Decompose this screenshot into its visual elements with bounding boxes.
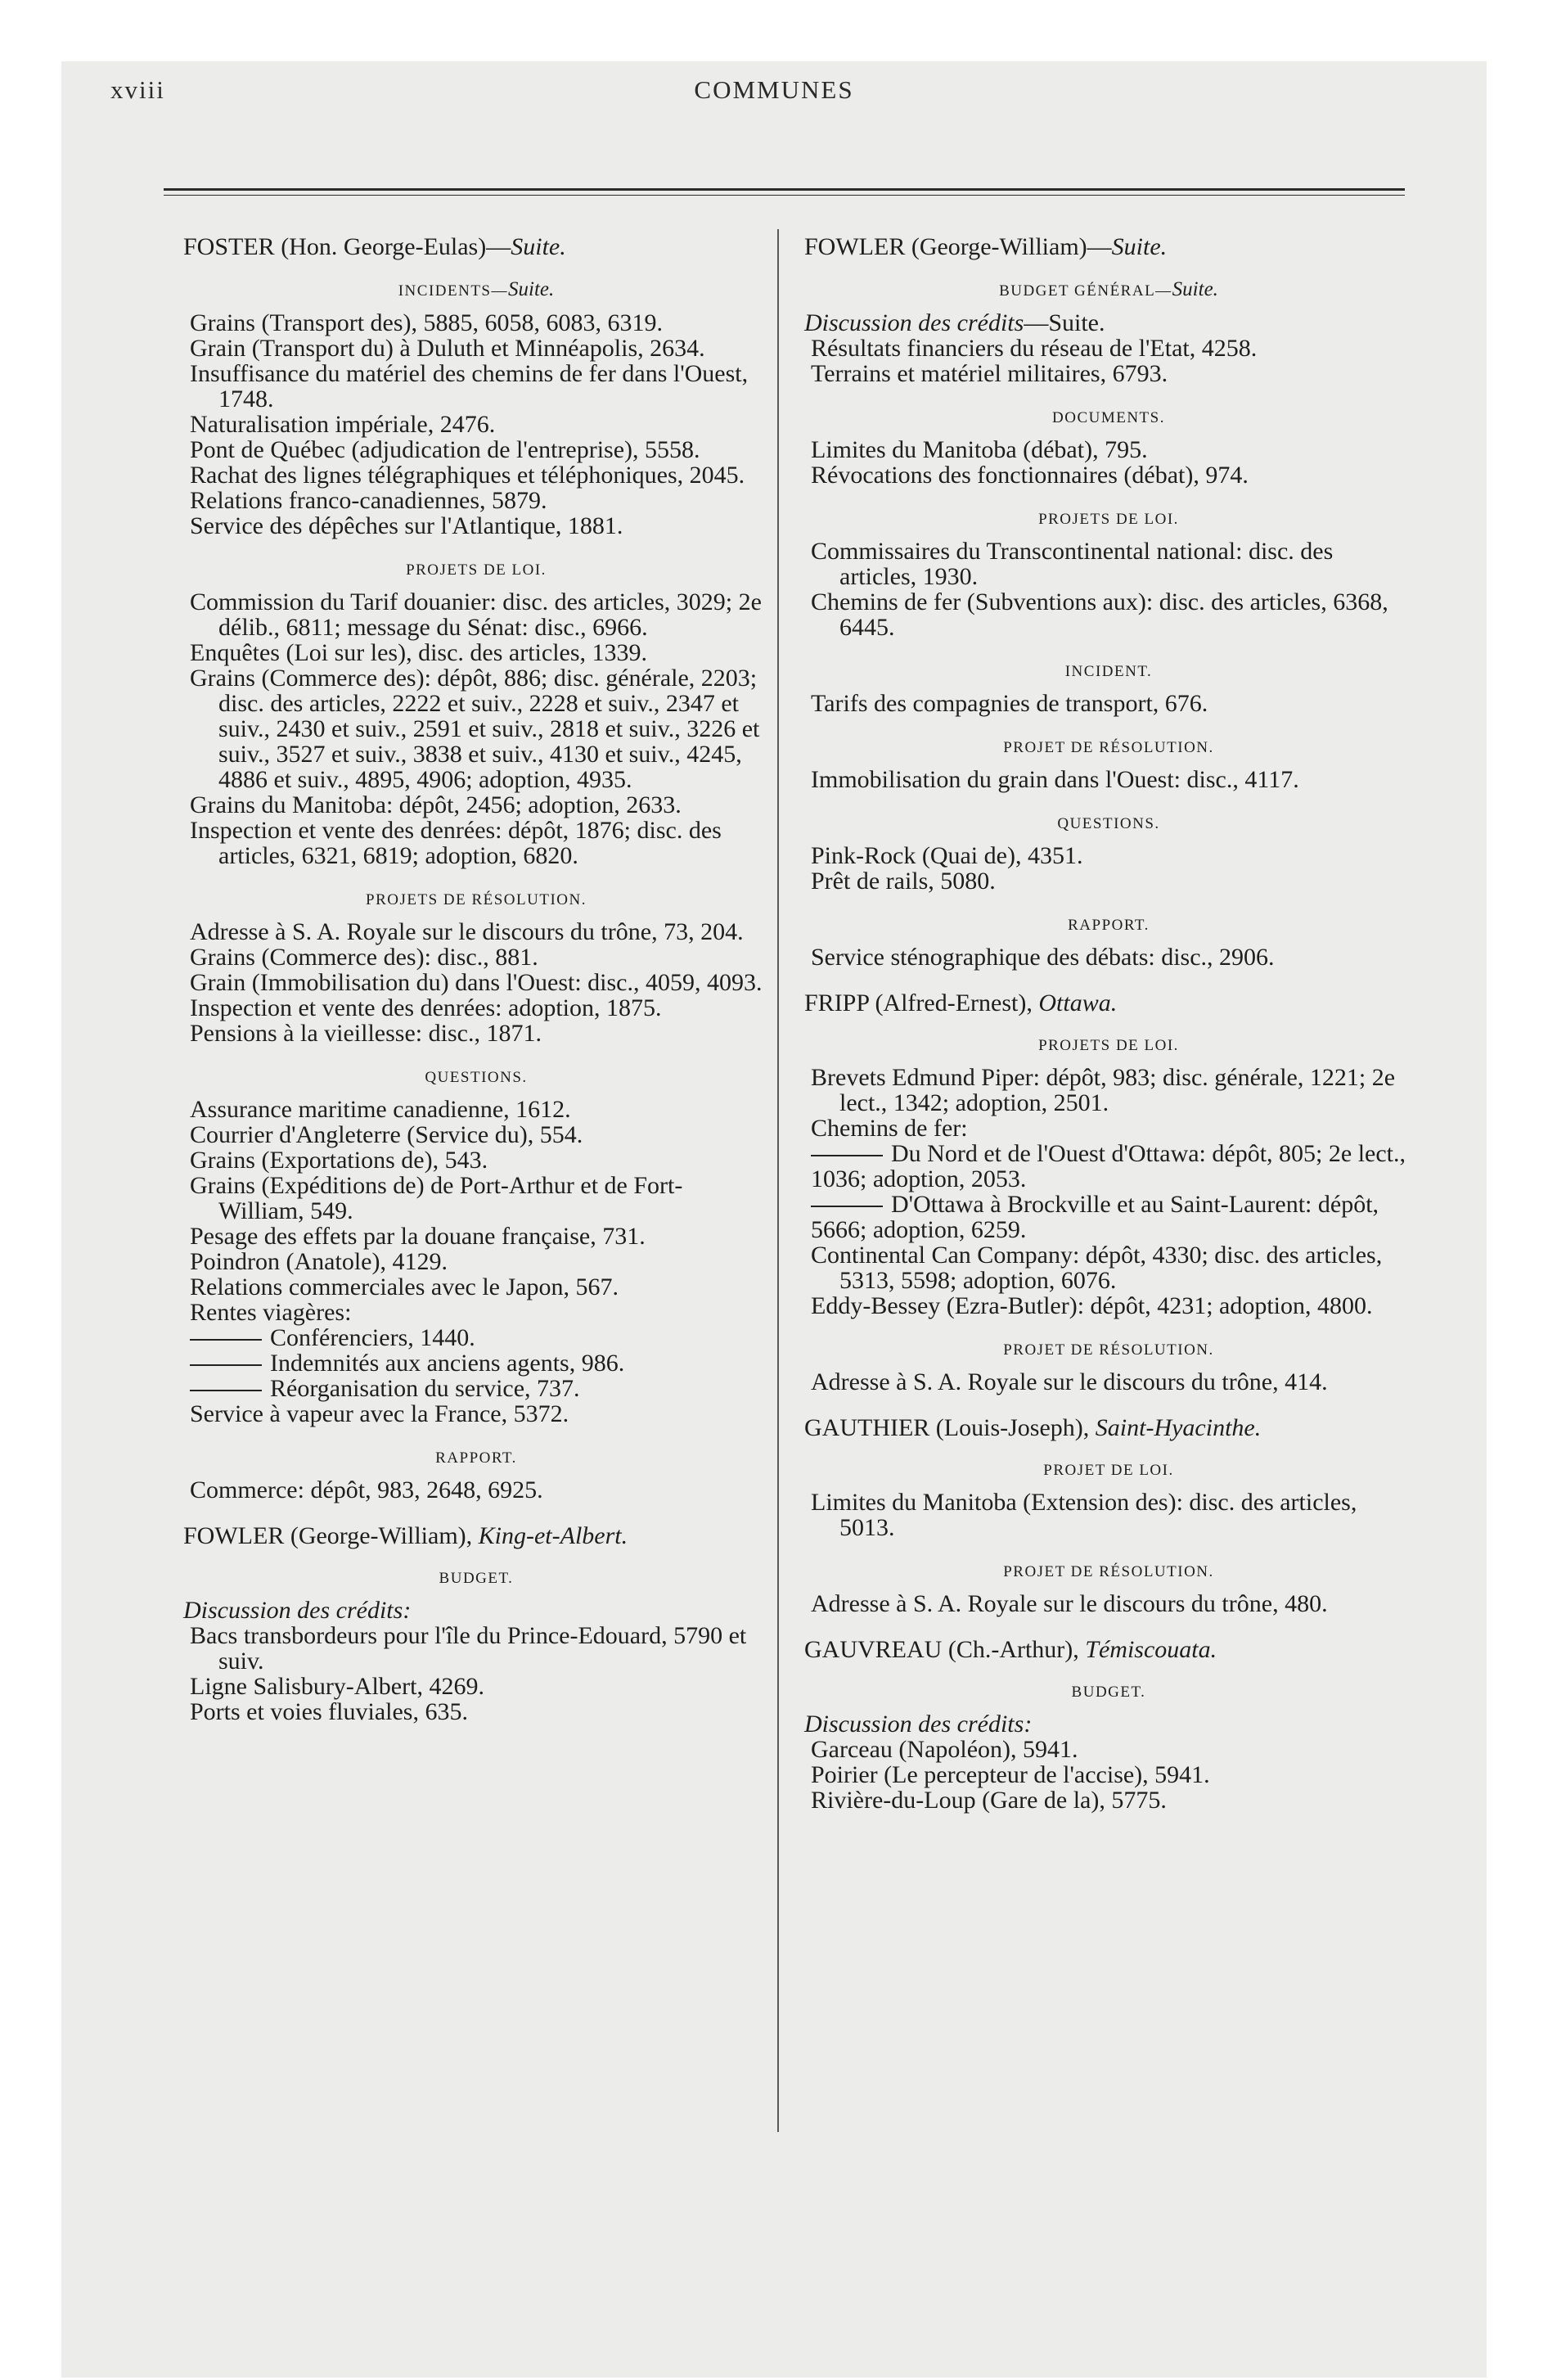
page-number: xviii bbox=[110, 75, 165, 104]
section-heading-text: PROJETS DE LOI. bbox=[1038, 511, 1179, 528]
member-name-text: FOWLER (George-William)— bbox=[804, 233, 1112, 260]
entry-text: Conférenciers, 1440. bbox=[270, 1324, 475, 1351]
section-heading bbox=[811, 279, 1406, 302]
index-entry bbox=[811, 1787, 1406, 1813]
section-heading bbox=[811, 661, 1406, 683]
entry-gap bbox=[190, 1503, 763, 1522]
index-entry bbox=[190, 310, 763, 336]
entry-gap bbox=[811, 970, 1406, 989]
section-heading-text: RAPPORT. bbox=[1068, 917, 1150, 934]
entry-text: Continental Can Company: dépôt, 4330; disc. des articles, 5313, 5598; adoption, 6076. bbox=[811, 1242, 1383, 1294]
discussion-heading-text: Discussion des crédits bbox=[804, 309, 1024, 336]
index-entry bbox=[190, 1699, 763, 1724]
index-entry bbox=[190, 1274, 763, 1300]
entry-text: Du Nord et de l'Ouest d'Ottawa: dépôt, 805; 2e lect., 1036; adoption, 2053. bbox=[811, 1140, 1406, 1192]
entry-text: Grains (Commerce des): disc., 881. bbox=[190, 944, 538, 971]
entry-text: Inspection et vente des denrées: dépôt, 1876; disc. des articles, 6321, 6819; adoption, 6820. bbox=[190, 817, 722, 869]
index-entry bbox=[811, 843, 1406, 868]
index-entry bbox=[190, 437, 763, 462]
index-entry bbox=[811, 1762, 1406, 1787]
index-entry bbox=[190, 818, 763, 868]
member-name-text: GAUTHIER (Louis-Joseph), bbox=[804, 1414, 1096, 1441]
section-heading bbox=[190, 1067, 763, 1089]
member-name bbox=[183, 1522, 763, 1550]
index-entry bbox=[811, 1065, 1406, 1116]
entry-text: Relations commerciales avec le Japon, 567. bbox=[190, 1273, 619, 1300]
entry-text: Bacs transbordeurs pour l'île du Prince-Edouard, 5790 et suiv. bbox=[190, 1622, 747, 1675]
section-heading-text: INCIDENTS— bbox=[398, 282, 509, 300]
entry-text: Pesage des effets par la douane française, 731. bbox=[190, 1223, 646, 1250]
index-entry bbox=[811, 691, 1406, 716]
entry-text: Limites du Manitoba (Extension des): disc. des articles, 5013. bbox=[811, 1489, 1357, 1541]
index-entry bbox=[811, 1369, 1406, 1395]
entry-text: Service à vapeur avec la France, 5372. bbox=[190, 1400, 569, 1427]
section-heading-text: RAPPORT. bbox=[435, 1449, 517, 1467]
index-entry bbox=[190, 1097, 763, 1122]
index-entry bbox=[190, 1623, 763, 1674]
dash-entry bbox=[811, 1192, 1406, 1242]
section-heading bbox=[190, 890, 763, 911]
member-riding: Saint-Hyacinthe. bbox=[1095, 1414, 1262, 1441]
section-heading bbox=[811, 1340, 1406, 1361]
section-heading-text: PROJETS DE LOI. bbox=[406, 561, 547, 579]
section-heading-text: PROJET DE LOI. bbox=[1043, 1462, 1174, 1479]
section-heading bbox=[190, 1448, 763, 1469]
index-entry bbox=[811, 539, 1406, 589]
index-entry bbox=[190, 995, 763, 1021]
ditto-dash bbox=[190, 1339, 262, 1341]
member-name bbox=[804, 1414, 1406, 1442]
dash-entry bbox=[811, 1141, 1406, 1192]
entry-text: Limites du Manitoba (débat), 795. bbox=[811, 436, 1148, 463]
entry-text: Grain (Immobilisation du) dans l'Ouest: disc., 4059, 4093. bbox=[190, 969, 763, 996]
section-heading bbox=[811, 915, 1406, 936]
index-entry bbox=[811, 361, 1406, 386]
section-heading bbox=[811, 1562, 1406, 1583]
index-entry bbox=[190, 1477, 763, 1503]
entry-text: Tarifs des compagnies de transport, 676. bbox=[811, 690, 1208, 717]
discussion-heading-text: Discussion des crédits: bbox=[183, 1597, 412, 1624]
index-entry bbox=[190, 412, 763, 437]
entry-text: Immobilisation du grain dans l'Ouest: disc., 4117. bbox=[811, 766, 1299, 793]
entry-text: Ports et voies fluviales, 635. bbox=[190, 1698, 468, 1725]
section-heading-text: DOCUMENTS. bbox=[1052, 409, 1165, 426]
index-entry bbox=[190, 1173, 763, 1224]
section-heading bbox=[811, 1035, 1406, 1057]
section-heading bbox=[811, 814, 1406, 835]
member-name-text: FRIPP (Alfred-Ernest), bbox=[804, 989, 1039, 1016]
entry-text: Réorganisation du service, 737. bbox=[270, 1375, 580, 1402]
entry-text: Rivière-du-Loup (Gare de la), 5775. bbox=[811, 1787, 1167, 1814]
index-entry bbox=[190, 1147, 763, 1173]
member-riding: Suite. bbox=[1111, 233, 1168, 260]
entry-text: Inspection et vente des denrées: adoption, 1875. bbox=[190, 994, 662, 1021]
left-column bbox=[183, 233, 763, 1725]
entry-text: Poirier (Le percepteur de l'accise), 5941. bbox=[811, 1761, 1210, 1788]
index-entry bbox=[190, 1249, 763, 1274]
section-heading bbox=[190, 1568, 763, 1589]
section-heading-suite: Suite. bbox=[508, 278, 555, 300]
entry-text: Pont de Québec (adjudication de l'entreprise), 5558. bbox=[190, 436, 700, 463]
index-entry bbox=[190, 361, 763, 412]
section-heading-text: QUESTIONS. bbox=[1057, 815, 1160, 832]
index-entry bbox=[190, 665, 763, 792]
member-riding: Ottawa. bbox=[1038, 989, 1118, 1016]
section-heading-text: PROJETS DE RÉSOLUTION. bbox=[366, 891, 587, 908]
page-title: COMMUNES bbox=[694, 75, 854, 104]
member-riding: King-et-Albert. bbox=[478, 1522, 628, 1549]
member-name bbox=[804, 233, 1406, 261]
entry-text: Insuffisance du matériel des chemins de fer dans l'Ouest, 1748. bbox=[190, 360, 749, 412]
section-heading-text: BUDGET. bbox=[439, 1570, 514, 1587]
section-heading-text: BUDGET GÉNÉRAL— bbox=[999, 282, 1172, 300]
discussion-heading-suite: —Suite. bbox=[1024, 309, 1105, 336]
ditto-dash bbox=[190, 1364, 262, 1366]
entry-text: Commission du Tarif douanier: disc. des articles, 3029; 2e délib., 6811; message du Sénat: disc., 6966. bbox=[190, 588, 762, 641]
discussion-heading bbox=[804, 310, 1406, 336]
entry-text: Chemins de fer: bbox=[811, 1115, 968, 1142]
index-entry bbox=[190, 488, 763, 513]
entry-text: Rentes viagères: bbox=[190, 1299, 352, 1326]
column-divider bbox=[777, 229, 779, 2132]
entry-text: Poindron (Anatole), 4129. bbox=[190, 1248, 448, 1275]
section-heading-text: QUESTIONS. bbox=[425, 1069, 528, 1086]
entry-text: Rachat des lignes télégraphiques et téléphoniques, 2045. bbox=[190, 462, 745, 489]
index-entry bbox=[811, 462, 1406, 488]
index-entry bbox=[190, 513, 763, 539]
index-entry bbox=[190, 1224, 763, 1249]
entry-text: Adresse à S. A. Royale sur le discours du trône, 414. bbox=[811, 1368, 1328, 1395]
discussion-heading bbox=[804, 1711, 1406, 1737]
entry-text: Service sténographique des débats: disc., 2906. bbox=[811, 944, 1275, 971]
index-entry bbox=[190, 944, 763, 970]
header-rule-thin bbox=[164, 195, 1405, 196]
index-entry bbox=[811, 1293, 1406, 1318]
entry-text: Chemins de fer (Subventions aux): disc. des articles, 6368, 6445. bbox=[811, 588, 1388, 641]
index-entry bbox=[190, 1300, 763, 1325]
entry-text: Résultats financiers du réseau de l'Etat, 4258. bbox=[811, 335, 1258, 362]
section-heading bbox=[190, 279, 763, 302]
index-entry bbox=[190, 336, 763, 361]
index-entry bbox=[811, 1116, 1406, 1141]
index-entry bbox=[811, 336, 1406, 361]
entry-text: Relations franco-canadiennes, 5879. bbox=[190, 487, 547, 514]
index-entry bbox=[190, 640, 763, 665]
discussion-heading-text: Discussion des crédits: bbox=[804, 1711, 1033, 1738]
member-name bbox=[804, 1636, 1406, 1664]
section-heading bbox=[811, 509, 1406, 530]
entry-text: Indemnités aux anciens agents, 986. bbox=[270, 1350, 625, 1377]
index-entry bbox=[811, 1490, 1406, 1540]
section-heading-suite: Suite. bbox=[1172, 278, 1218, 300]
index-entry bbox=[811, 1737, 1406, 1762]
index-entry bbox=[811, 868, 1406, 894]
section-heading bbox=[811, 737, 1406, 759]
entry-text: Adresse à S. A. Royale sur le discours du trône, 480. bbox=[811, 1590, 1328, 1617]
entry-text: Commerce: dépôt, 983, 2648, 6925. bbox=[190, 1476, 543, 1503]
entry-text: Brevets Edmund Piper: dépôt, 983; disc. générale, 1221; 2e lect., 1342; adoption, 2501. bbox=[811, 1064, 1396, 1116]
member-name-text: GAUVREAU (Ch.-Arthur), bbox=[804, 1636, 1086, 1663]
section-heading-text: PROJETS DE LOI. bbox=[1038, 1037, 1179, 1054]
member-name bbox=[183, 233, 763, 261]
member-riding: Suite. bbox=[511, 233, 566, 260]
entry-text: Révocations des fonctionnaires (débat), 974. bbox=[811, 462, 1249, 489]
entry-gap bbox=[811, 1616, 1406, 1636]
header-rule-thick bbox=[164, 188, 1405, 191]
entry-text: Adresse à S. A. Royale sur le discours du trône, 73, 204. bbox=[190, 918, 744, 945]
entry-text: Pink-Rock (Quai de), 4351. bbox=[811, 842, 1083, 869]
entry-text: D'Ottawa à Brockville et au Saint-Laurent: dépôt, 5666; adoption, 6259. bbox=[811, 1191, 1379, 1243]
index-entry bbox=[190, 1401, 763, 1427]
entry-text: Ligne Salisbury-Albert, 4269. bbox=[190, 1673, 484, 1700]
section-heading bbox=[811, 1460, 1406, 1481]
index-entry bbox=[190, 462, 763, 488]
index-entry bbox=[811, 589, 1406, 640]
entry-text: Enquêtes (Loi sur les), disc. des articles, 1339. bbox=[190, 639, 648, 666]
entry-text: Terrains et matériel militaires, 6793. bbox=[811, 360, 1168, 387]
section-heading bbox=[811, 408, 1406, 429]
dash-entry bbox=[190, 1325, 763, 1350]
member-name-text: FOSTER (Hon. George-Eulas)— bbox=[183, 233, 511, 260]
entry-text: Commissaires du Transcontinental national: disc. des articles, 1930. bbox=[811, 538, 1334, 590]
index-entry bbox=[811, 767, 1406, 792]
entry-text: Grain (Transport du) à Duluth et Minnéapolis, 2634. bbox=[190, 335, 705, 362]
entry-text: Courrier d'Angleterre (Service du), 554. bbox=[190, 1121, 583, 1148]
entry-text: Grains (Commerce des): dépôt, 886; disc. générale, 2203; disc. des articles, 2222 et suiv., 2228 et suiv., 2347 et suiv., 2430 et suiv., 2591 et suiv., 2818 et suiv., 3226 et suiv., 3527 et suiv., 3838 et suiv., 4130 et suiv., 4245, 4886 et suiv., 4895, 4906; adoption, 4935. bbox=[190, 665, 760, 793]
entry-text: Grains (Expéditions de) de Port-Arthur et de Fort-William, 549. bbox=[190, 1172, 683, 1224]
index-entry bbox=[190, 1122, 763, 1147]
entry-text: Service des dépêches sur l'Atlantique, 1881. bbox=[190, 512, 623, 539]
index-entry bbox=[190, 792, 763, 818]
section-heading bbox=[811, 1682, 1406, 1703]
member-name-text: FOWLER (George-William), bbox=[183, 1522, 479, 1549]
section-heading bbox=[190, 560, 763, 581]
entry-text: Grains du Manitoba: dépôt, 2456; adoption, 2633. bbox=[190, 791, 682, 818]
member-name bbox=[804, 989, 1406, 1017]
ditto-dash bbox=[811, 1155, 883, 1156]
entry-gap bbox=[811, 1395, 1406, 1414]
index-entry bbox=[190, 589, 763, 640]
entry-text: Naturalisation impériale, 2476. bbox=[190, 411, 496, 438]
ditto-dash bbox=[811, 1206, 883, 1207]
section-heading-text: PROJET DE RÉSOLUTION. bbox=[1003, 739, 1214, 756]
section-heading-text: INCIDENT. bbox=[1064, 663, 1153, 680]
index-entry bbox=[811, 944, 1406, 970]
entry-text: Assurance maritime canadienne, 1612. bbox=[190, 1096, 571, 1123]
section-heading-text: PROJET DE RÉSOLUTION. bbox=[1003, 1563, 1214, 1580]
entry-text: Grains (Exportations de), 543. bbox=[190, 1147, 488, 1174]
index-entry bbox=[190, 919, 763, 944]
dash-entry bbox=[190, 1376, 763, 1401]
dash-entry bbox=[190, 1350, 763, 1376]
discussion-heading bbox=[183, 1598, 763, 1623]
section-heading-text: BUDGET. bbox=[1071, 1684, 1146, 1701]
member-riding: Témiscouata. bbox=[1085, 1636, 1217, 1663]
section-heading-text: PROJET DE RÉSOLUTION. bbox=[1003, 1341, 1214, 1359]
index-entry bbox=[811, 1242, 1406, 1293]
entry-text: Prêt de rails, 5080. bbox=[811, 868, 996, 895]
index-entry bbox=[190, 970, 763, 995]
entry-text: Pensions à la vieillesse: disc., 1871. bbox=[190, 1020, 542, 1047]
entry-text: Grains (Transport des), 5885, 6058, 6083, 6319. bbox=[190, 309, 664, 336]
entry-text: Eddy-Bessey (Ezra-Butler): dépôt, 4231; adoption, 4800. bbox=[811, 1292, 1373, 1319]
index-entry bbox=[811, 437, 1406, 462]
index-entry bbox=[811, 1591, 1406, 1616]
index-entry bbox=[190, 1674, 763, 1699]
right-column bbox=[804, 233, 1406, 1814]
index-entry bbox=[190, 1021, 763, 1046]
ditto-dash bbox=[190, 1390, 262, 1391]
entry-text: Garceau (Napoléon), 5941. bbox=[811, 1736, 1078, 1763]
